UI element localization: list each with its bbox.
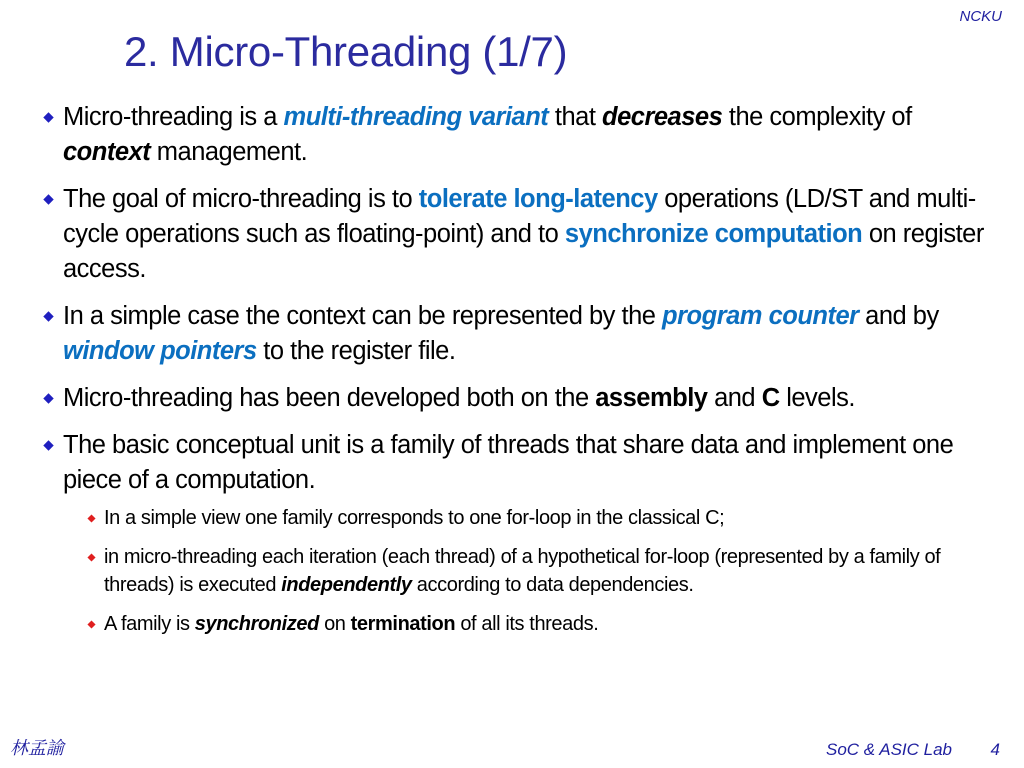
- text-run: according to data dependencies.: [411, 574, 694, 596]
- diamond-sub-bullet-icon: [87, 620, 95, 628]
- text-run: In a simple case the context can be represented by the: [63, 302, 663, 330]
- text-run: in micro-threading each iteration (each thread) of a hypothetical for-loop (represented by a family of threads) is executed: [104, 546, 941, 596]
- text-run: Micro-threading has been developed both on the: [63, 384, 596, 412]
- emphasis-text: synchronize computation: [564, 220, 863, 248]
- text-run: and: [707, 384, 762, 412]
- text-run: of all its threads.: [455, 613, 599, 635]
- sub-bullet-text: [104, 546, 940, 596]
- bullet-item: [40, 100, 1000, 170]
- bullet-item: [40, 381, 1000, 416]
- text-run: A family is: [104, 613, 195, 635]
- bullet-text: [63, 431, 953, 494]
- text-run: to the register file.: [256, 337, 456, 365]
- sub-bullet-list: [63, 504, 1000, 638]
- emphasis-text: program counter: [662, 302, 859, 330]
- text-run: management.: [150, 138, 308, 166]
- diamond-bullet-icon: [43, 393, 53, 403]
- emphasis-text: independently: [281, 574, 412, 596]
- emphasis-text: assembly: [595, 384, 708, 412]
- lab-name: SoC & ASIC Lab: [826, 740, 952, 759]
- emphasis-text: context: [63, 138, 151, 166]
- text-run: and by: [858, 302, 939, 330]
- text-run: that: [548, 103, 602, 131]
- sub-bullet-item: [84, 610, 1000, 638]
- emphasis-text: tolerate long-latency: [418, 185, 658, 213]
- emphasis-text: termination: [350, 613, 456, 635]
- bullet-text: [63, 384, 855, 412]
- sub-bullet-item: [84, 504, 1000, 532]
- diamond-bullet-icon: [43, 311, 53, 321]
- text-run: on: [318, 613, 351, 635]
- diamond-bullet-icon: [43, 112, 53, 122]
- text-run: Micro-threading is a: [63, 103, 284, 131]
- bullet-text: [63, 185, 984, 283]
- emphasis-text: multi-threading variant: [283, 103, 549, 131]
- text-run: In a simple view one family corresponds to one for-loop in the classical C;: [104, 507, 725, 529]
- emphasis-text: C: [761, 384, 780, 412]
- emphasis-text: window pointers: [63, 337, 257, 365]
- diamond-bullet-icon: [43, 440, 53, 450]
- text-run: the complexity of: [722, 103, 912, 131]
- bullet-text: [63, 103, 912, 166]
- org-label: NCKU: [959, 8, 1002, 25]
- text-run: The goal of micro-threading is to: [63, 185, 419, 213]
- bullet-item: [40, 299, 1000, 369]
- diamond-sub-bullet-icon: [87, 553, 95, 561]
- sub-bullet-text: [104, 507, 724, 529]
- text-run: The basic conceptual unit is a family of threads that share data and implement one piece of a computation.: [63, 431, 954, 494]
- bullet-item: [40, 182, 1000, 287]
- text-run: levels.: [779, 384, 855, 412]
- bullet-text: [63, 302, 939, 365]
- author-name: 林孟諭: [10, 738, 64, 759]
- sub-bullet-item: [84, 543, 1000, 599]
- text-run: operations (LD/ST and multi-cycle operations such as floating-point) and to: [63, 185, 976, 248]
- diamond-sub-bullet-icon: [87, 514, 95, 522]
- bullet-item: [40, 428, 1000, 638]
- text-run: on register access.: [63, 220, 984, 283]
- page-number: 4: [990, 740, 1000, 759]
- diamond-bullet-icon: [43, 194, 53, 204]
- bullet-list: [40, 100, 1000, 650]
- slide-title: 2. Micro-Threading (1/7): [124, 28, 568, 75]
- sub-bullet-text: [104, 613, 598, 635]
- emphasis-text: decreases: [602, 103, 723, 131]
- emphasis-text: synchronized: [194, 613, 319, 635]
